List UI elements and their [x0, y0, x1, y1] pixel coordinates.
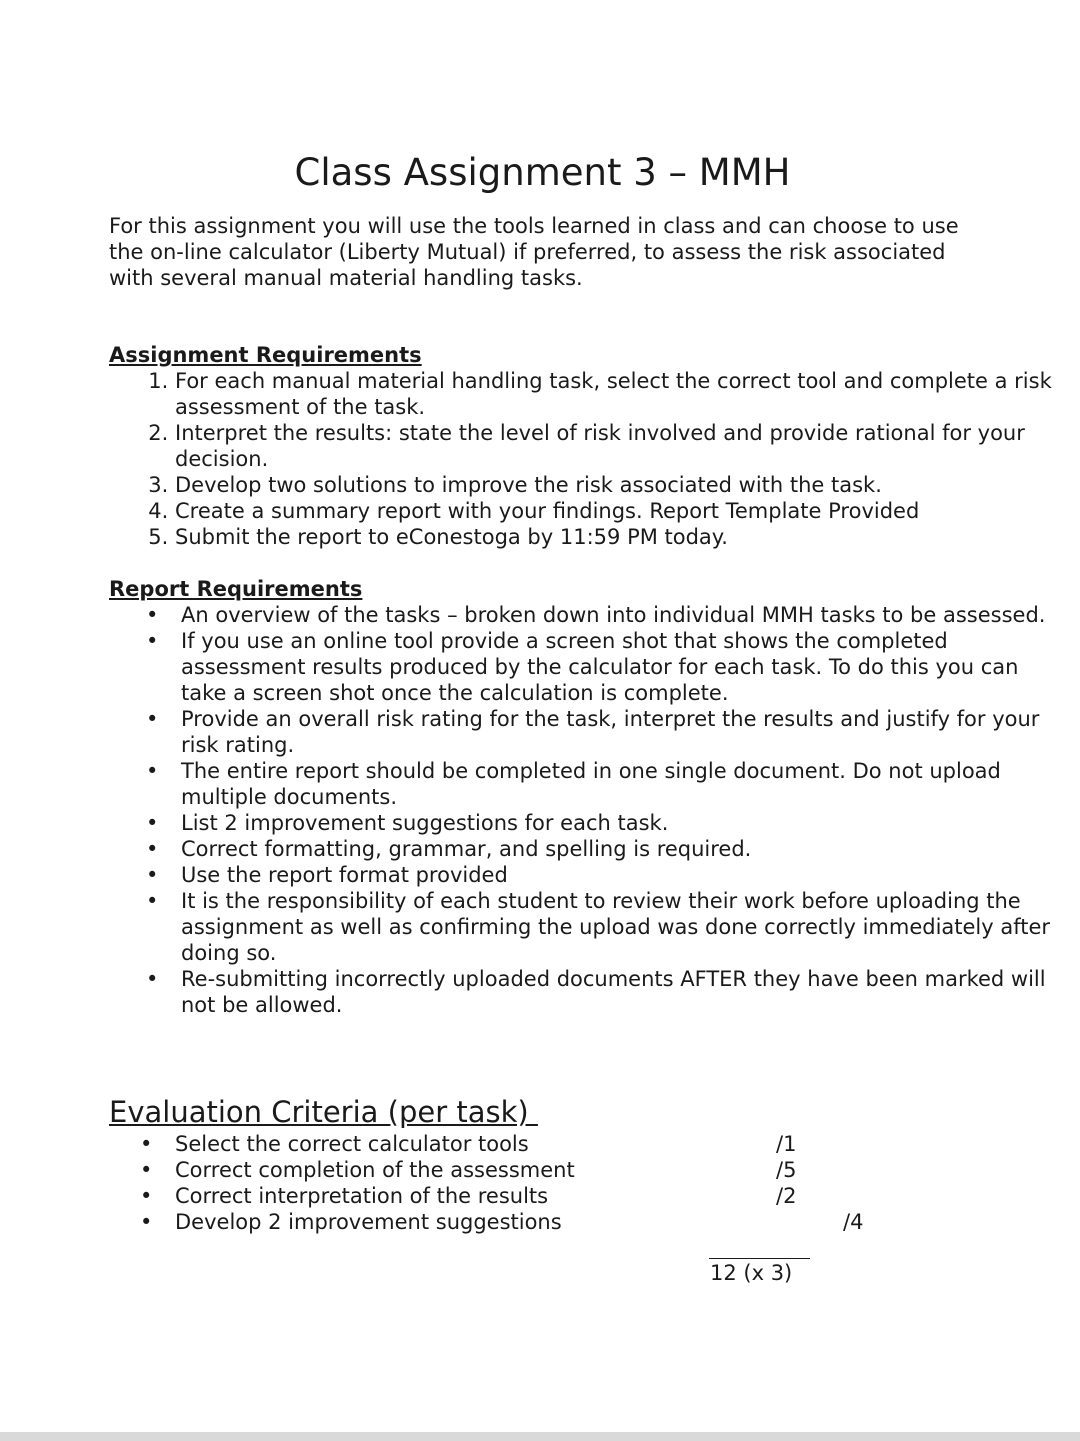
list-item — [146, 758, 1061, 810]
bullet-icon: • — [146, 811, 159, 835]
criteria-label: Develop 2 improvement suggestions — [175, 1210, 562, 1234]
criteria-score: /2 — [776, 1184, 797, 1208]
bullet-icon: • — [146, 629, 159, 653]
assignment-requirements-heading: Assignment Requirements — [109, 343, 422, 367]
list-item: 3. Develop two solutions to improve the risk associated with the task. — [175, 472, 1055, 498]
bullet-icon: • — [140, 1158, 153, 1182]
criteria-label: Correct completion of the assessment — [175, 1158, 575, 1182]
criteria-score: /5 — [776, 1158, 797, 1182]
list-item-text: Correct formatting, grammar, and spelling is required. — [181, 837, 752, 861]
list-item-text: Re-submitting incorrectly uploaded documents AFTER they have been marked will not be allowed. — [181, 967, 1046, 1017]
bullet-icon: • — [146, 759, 159, 783]
list-item — [140, 1209, 975, 1235]
list-item — [146, 810, 1061, 836]
bullet-icon: • — [140, 1210, 153, 1234]
evaluation-criteria-list — [109, 1131, 975, 1235]
intro-paragraph: For this assignment you will use the tools learned in class and can choose to use the on-line calculator (Liberty Mutual) if preferred, to assess the risk associated with several manual material handling tasks. — [109, 214, 959, 290]
list-item — [146, 602, 1061, 628]
bullet-icon: • — [146, 863, 159, 887]
list-item: 2. Interpret the results: state the level of risk involved and provide rational for your decision. — [175, 420, 1055, 472]
list-item-text: If you use an online tool provide a screen shot that shows the completed assessment results produced by the calculator for each task. To do this you can take a screen shot once the calculation is complete. — [181, 629, 1019, 705]
page-bottom-edge — [0, 1432, 1080, 1441]
list-item: 5. Submit the report to eConestoga by 11:59 PM today. — [175, 524, 1055, 550]
report-requirements-list — [109, 602, 1061, 1018]
list-item — [146, 888, 1061, 966]
list-item — [146, 966, 1061, 1018]
list-item — [146, 862, 1061, 888]
list-item — [140, 1131, 975, 1157]
list-item-text: Provide an overall risk rating for the task, interpret the results and justify for your risk rating. — [181, 707, 1040, 757]
bullet-icon: • — [146, 707, 159, 731]
evaluation-criteria-heading: Evaluation Criteria (per task) — [109, 1095, 538, 1129]
criteria-score: /4 — [843, 1210, 864, 1234]
list-item — [140, 1183, 975, 1209]
list-item: 1. For each manual material handling task, select the correct tool and complete a risk assessment of the task. — [175, 368, 1055, 420]
assignment-requirements-list — [109, 368, 1055, 550]
bullet-icon: • — [140, 1184, 153, 1208]
list-item-text: An overview of the tasks – broken down into individual MMH tasks to be assessed. — [181, 603, 1046, 627]
report-requirements-heading: Report Requirements — [109, 577, 363, 601]
total-score: 12 (x 3) — [710, 1261, 793, 1285]
list-item-text: It is the responsibility of each student to review their work before uploading the assignment as well as confirming the upload was done correctly immediately after doing so. — [181, 889, 1051, 965]
list-item-text: List 2 improvement suggestions for each task. — [181, 811, 669, 835]
list-item — [146, 628, 1061, 706]
list-item — [146, 706, 1061, 758]
bullet-icon: • — [146, 837, 159, 861]
bullet-icon: • — [140, 1132, 153, 1156]
criteria-label: Correct interpretation of the results — [175, 1184, 549, 1208]
list-item-text: The entire report should be completed in one single document. Do not upload multiple documents. — [181, 759, 1001, 809]
criteria-score: /1 — [776, 1132, 797, 1156]
list-item-text: Use the report format provided — [181, 863, 508, 887]
total-divider — [709, 1258, 810, 1259]
bullet-icon: • — [146, 603, 159, 627]
criteria-label: Select the correct calculator tools — [175, 1132, 529, 1156]
list-item — [140, 1157, 975, 1183]
bullet-icon: • — [146, 889, 159, 913]
list-item: 4. Create a summary report with your findings. Report Template Provided — [175, 498, 1055, 524]
bullet-icon: • — [146, 967, 159, 991]
page-title: Class Assignment 3 – MMH — [294, 150, 791, 194]
list-item — [146, 836, 1061, 862]
